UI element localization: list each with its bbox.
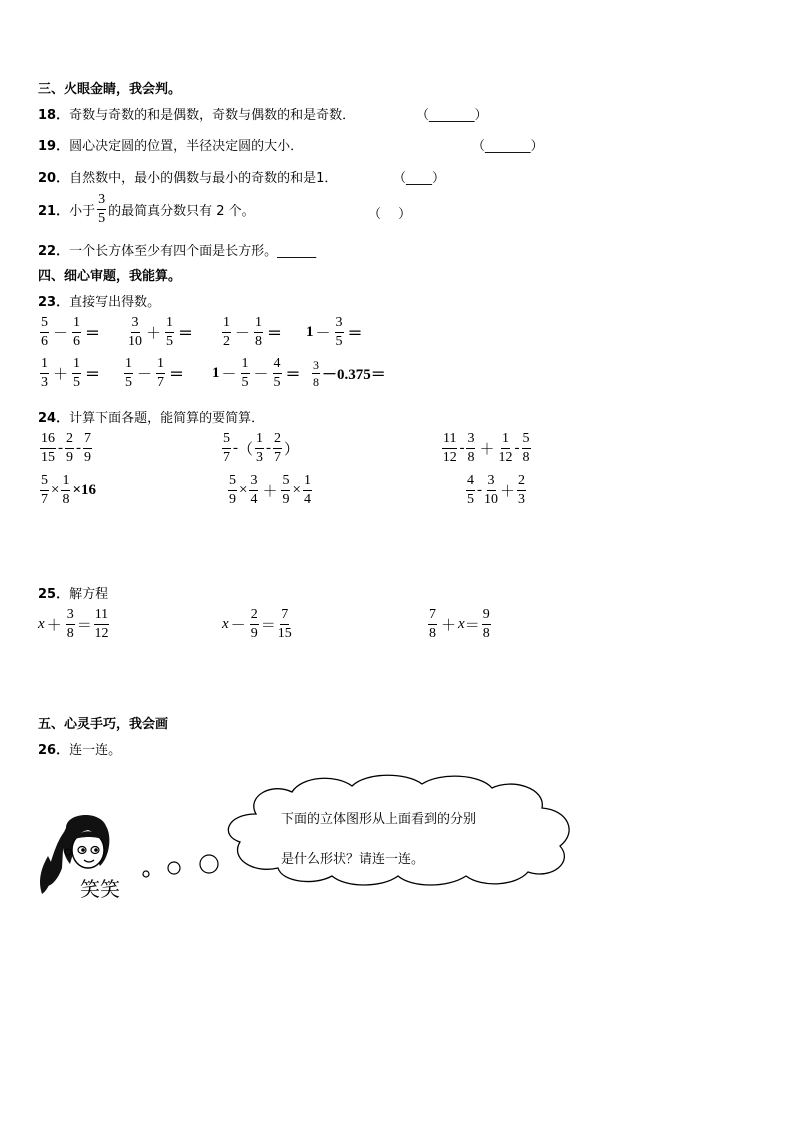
question-text: 连一连。: [69, 743, 122, 758]
fraction: $\frac{7}{9}$: [84, 431, 91, 465]
question-text: 直接写出得数。: [69, 295, 161, 310]
fraction: $\frac{3}{8}$: [467, 431, 475, 465]
fraction: $\frac{1}{4}$: [303, 473, 311, 507]
fraction: $\frac{5}{8}$: [522, 431, 530, 465]
thought-dots: [138, 848, 228, 888]
answer-paren-19[interactable]: （_______）: [472, 139, 544, 154]
question-26: [38, 739, 121, 758]
fraction: $\frac{5}{9}$: [229, 473, 236, 507]
fraction: $\frac{1}{5}$: [166, 315, 174, 349]
equation-25-3: $\frac{7}{8}$ ＋ x ＝ $\frac{9}{8}$: [429, 607, 490, 641]
fraction: $\frac{3}{10}$: [128, 315, 142, 349]
question-25: [38, 583, 108, 602]
calc-24-6: $\frac{4}{5}$ - $\frac{3}{10}$ ＋ $\frac{2}{3}$: [467, 473, 526, 507]
fraction: $\frac{5}{7}$: [223, 431, 230, 465]
answer-paren-20[interactable]: （____）: [393, 171, 446, 186]
calc-24-5: $\frac{5}{9}$ × $\frac{3}{4}$ ＋ $\frac{5}{9}$ × $\frac{1}{4}$: [229, 473, 311, 507]
fraction: $\frac{1}{3}$: [41, 356, 48, 390]
question-number: 21．: [38, 204, 70, 219]
question-text: 奇数与奇数的和是偶数，奇数与偶数的和是奇数．: [69, 108, 356, 123]
question-number: 19．: [38, 139, 70, 154]
section-3-heading: 三、火眼金睛，我会判。: [38, 82, 182, 97]
fraction: $\frac{3}{5}$: [98, 192, 106, 226]
question-text: 解方程: [69, 587, 109, 602]
equation-25-2: x － $\frac{2}{9}$ ＝ $\frac{7}{15}$: [222, 607, 292, 641]
question-text: 计算下面各题，能简算的要简算．: [69, 411, 265, 426]
question-24: [38, 407, 264, 426]
calc-24-4: $\frac{5}{7}$ × $\frac{1}{8}$ ×16: [41, 473, 97, 507]
oral-calc-3: $\frac{1}{2}$ － $\frac{1}{8}$ ＝: [223, 315, 283, 349]
fraction: $\frac{1}{2}$: [223, 315, 230, 349]
question-number: 23．: [38, 295, 70, 310]
oral-calc-6: $\frac{1}{5}$ － $\frac{1}{7}$ ＝: [125, 356, 185, 390]
question-text: 圆心决定圆的位置，半径决定圆的大小．: [69, 139, 304, 154]
girl-illustration: [36, 810, 136, 905]
fraction: $\frac{1}{5}$: [73, 356, 81, 390]
fraction: $\frac{1}{8}$: [62, 473, 70, 507]
girl-label: 笑笑: [80, 877, 120, 901]
question-number: 24．: [38, 411, 70, 426]
fraction: $\frac{5}{6}$: [41, 315, 48, 349]
fraction: $\frac{9}{8}$: [482, 607, 490, 641]
fraction: $\frac{11}{12}$: [94, 607, 109, 641]
calc-24-3: $\frac{11}{12}$ - $\frac{3}{8}$ ＋ $\frac{1}{12}$ - $\frac{5}{8}$: [442, 431, 530, 465]
question-19: [38, 135, 303, 154]
fraction: $\frac{3}{4}$: [250, 473, 258, 507]
fraction: $\frac{4}{5}$: [273, 356, 281, 390]
fraction: $\frac{16}{15}$: [41, 431, 55, 465]
question-21: [38, 193, 255, 226]
cloud-text-line-1: 下面的立体图形从上面看到的分别: [281, 812, 477, 827]
fraction: $\frac{1}{5}$: [125, 356, 132, 390]
fraction: $\frac{7}{15}$: [277, 607, 292, 641]
fraction: $\frac{1}{3}$: [256, 431, 264, 465]
fraction: $\frac{2}{7}$: [274, 431, 282, 465]
oral-calc-2: $\frac{3}{10}$ ＋ $\frac{1}{5}$ ＝: [128, 315, 194, 349]
fraction: $\frac{5}{9}$: [282, 473, 290, 507]
speech-cloud: [216, 770, 586, 890]
answer-paren-21[interactable]: （ ）: [368, 207, 412, 222]
question-18: [38, 104, 355, 123]
fraction: $\frac{1}{7}$: [157, 356, 165, 390]
answer-blank-22[interactable]: ______: [277, 244, 317, 259]
fraction: $\frac{4}{5}$: [467, 473, 474, 507]
fraction: $\frac{3}{8}$: [66, 607, 74, 641]
oral-calc-1: $\frac{5}{6}$ － $\frac{1}{6}$ ＝: [41, 315, 101, 349]
fraction: $\frac{2}{9}$: [66, 431, 73, 465]
fraction: $\frac{3}{8}$: [313, 358, 319, 389]
question-text-post: 的最简真分数只有 2 个。: [108, 204, 255, 219]
answer-paren-18[interactable]: （_______）: [416, 108, 488, 123]
question-text-pre: 小于: [69, 204, 96, 219]
question-number: 18．: [38, 108, 70, 123]
fraction: $\frac{1}{6}$: [73, 315, 81, 349]
question-number: 25．: [38, 587, 70, 602]
question-text: 一个长方体至少有四个面是长方形。: [69, 244, 278, 259]
section-5-heading: 五、心灵手巧，我会画: [38, 717, 169, 732]
oral-calc-4: 1 － $\frac{3}{5}$ ＝: [306, 315, 363, 349]
question-20: [38, 167, 337, 186]
question-number: 22．: [38, 244, 70, 259]
fraction: $\frac{5}{7}$: [41, 473, 48, 507]
fraction: $\frac{7}{8}$: [429, 607, 436, 641]
fraction: $\frac{2}{9}$: [250, 607, 258, 641]
question-text: 自然数中，最小的偶数与最小的奇数的和是1．: [69, 171, 338, 186]
equation-25-1: x ＋ $\frac{3}{8}$ ＝ $\frac{11}{12}$: [38, 607, 109, 641]
question-23: [38, 291, 160, 310]
question-22: [38, 240, 316, 259]
fraction: $\frac{1}{8}$: [255, 315, 263, 349]
fraction: $\frac{11}{12}$: [442, 431, 457, 465]
oral-calc-7: 1 － $\frac{1}{5}$ － $\frac{4}{5}$ ＝: [212, 356, 301, 390]
fraction: $\frac{1}{5}$: [241, 356, 249, 390]
calc-24-1: $\frac{16}{15}$ - $\frac{2}{9}$ - $\frac{7}{9}$: [41, 431, 91, 465]
cloud-text-line-2: 是什么形状？请连一连。: [281, 852, 425, 867]
oral-calc-5: $\frac{1}{3}$ ＋ $\frac{1}{5}$ ＝: [41, 356, 101, 390]
fraction: $\frac{2}{3}$: [518, 473, 526, 507]
question-number: 26．: [38, 743, 70, 758]
fraction: $\frac{3}{5}$: [335, 315, 343, 349]
question-number: 20．: [38, 171, 70, 186]
calc-24-2: $\frac{5}{7}$ - （ $\frac{1}{3}$ - $\frac{2}{7}$ ）: [223, 431, 300, 465]
fraction: $\frac{1}{12}$: [498, 431, 513, 465]
section-4-heading: 四、细心审题，我能算。: [38, 269, 182, 284]
fraction: $\frac{3}{10}$: [484, 473, 498, 507]
oral-calc-8: $\frac{3}{8}$ －0.375＝: [313, 358, 386, 389]
